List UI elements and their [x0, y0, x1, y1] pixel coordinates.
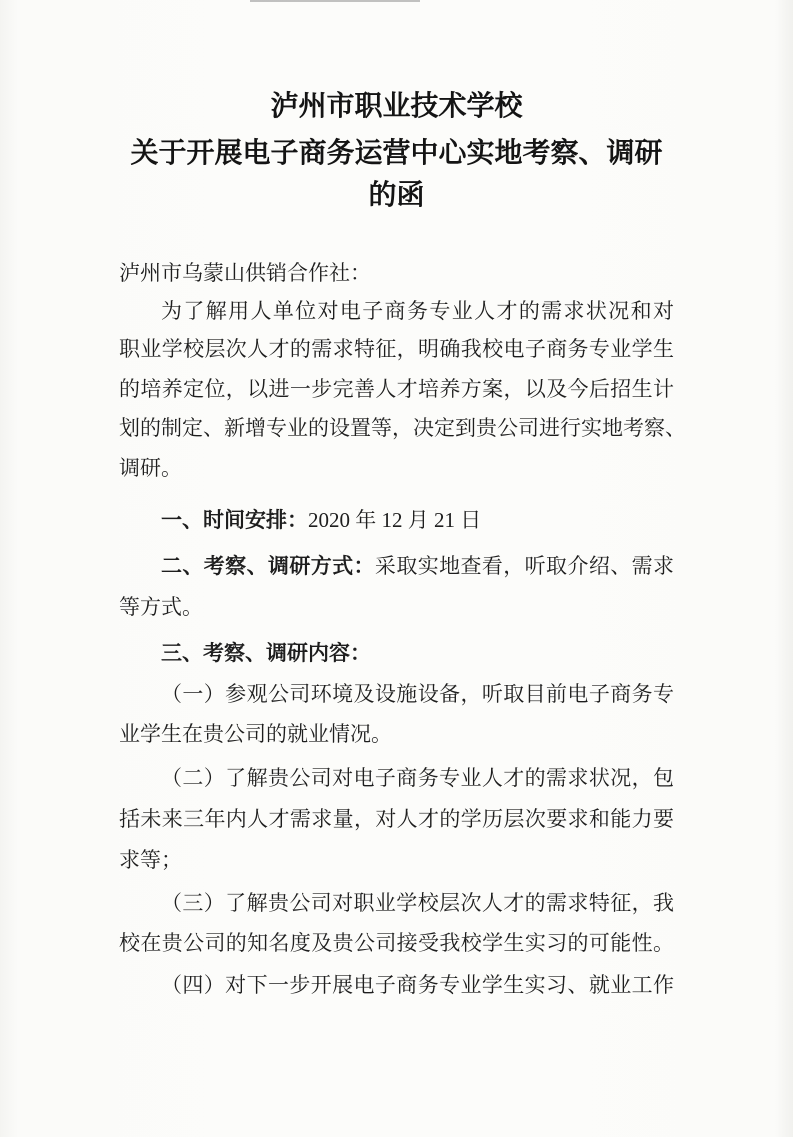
section-content-heading: 三、考察、调研内容：: [161, 641, 371, 665]
section-method: [161, 552, 674, 580]
section-time: [161, 506, 481, 534]
intro-line-2: 职业学校层次人才的需求特征，明确我校电子商务专业学生: [119, 337, 674, 361]
item-1-line-1: （一）参观公司环境及设施设备，听取目前电子商务专: [161, 682, 674, 706]
item-2-line-2: 括未来三年内人才需求量，对人才的学历层次要求和能力要: [119, 807, 674, 831]
item-3-line-1: （三）了解贵公司对职业学校层次人才的需求特征，我: [161, 891, 674, 915]
recipient: 泸州市乌蒙山供销合作社：: [119, 261, 371, 285]
item-4-line-1: （四）对下一步开展电子商务专业学生实习、就业工作: [161, 973, 674, 997]
intro-line-1: 为了解用人单位对电子商务专业人才的需求状况和对: [161, 299, 674, 323]
intro-line-3: 的培养定位，以进一步完善人才培养方案，以及今后招生计: [119, 377, 674, 401]
item-2-line-1: （二）了解贵公司对电子商务专业人才的需求状况，包: [161, 766, 674, 790]
item-3-line-2: 校在贵公司的知名度及贵公司接受我校学生实习的可能性。: [119, 931, 674, 955]
document-title-line-2: 关于开展电子商务运营中心实地考察、调研: [130, 136, 663, 169]
item-1-line-2: 业学生在贵公司的就业情况。: [119, 722, 392, 746]
document-title-line-3: 的函: [368, 178, 425, 211]
section-method-heading: 二、考察、调研方式：: [161, 554, 375, 578]
intro-line-4: 划的制定、新增专业的设置等，决定到贵公司进行实地考察、: [119, 416, 686, 440]
section-method-line-2: 等方式。: [119, 595, 203, 619]
section-method-text: 采取实地查看，听取介绍、需求: [374, 554, 675, 578]
top-scan-mark: [250, 0, 420, 2]
item-2-line-3: 求等；: [119, 848, 182, 872]
section-time-date: 2020 年 12 月 21 日: [308, 508, 482, 532]
intro-line-5: 调研。: [119, 456, 182, 480]
section-time-heading: 一、时间安排：: [161, 508, 308, 532]
document-title-line-1: 泸州市职业技术学校: [270, 89, 523, 122]
